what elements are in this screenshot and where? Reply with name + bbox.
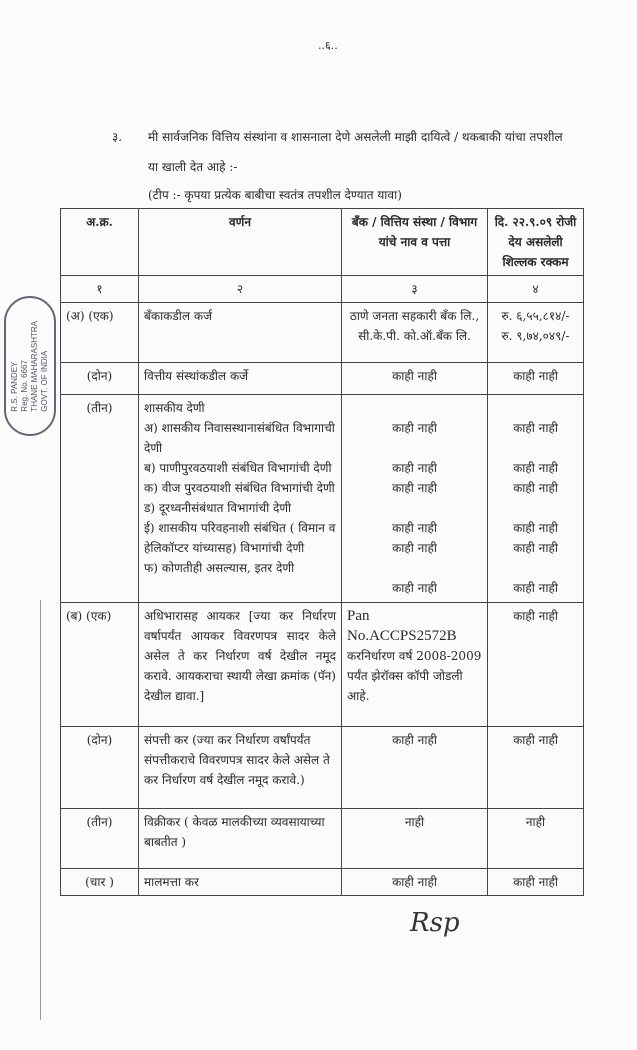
row-amount [488, 303, 584, 363]
subitem-amount: काही नाही [513, 481, 558, 495]
header-bank: बँक / वित्तिय संस्था / विभाग यांचे नाव व पत्ता [342, 209, 488, 276]
row-bank: काही नाही [342, 363, 488, 395]
row-bank [342, 303, 488, 363]
row-bank: काही नाही [342, 869, 488, 896]
page-number: ..६.. [318, 39, 338, 52]
subitem-desc: ब) पाणीपुरवठयाशी संबंधित विभागांची देणी [144, 461, 332, 475]
row-desc: वित्तीय संस्थांकडील कर्जे [139, 363, 342, 395]
signature: Rsp [410, 908, 460, 938]
bank-name: ठाणे जनता सहकारी बँक लि., [349, 309, 480, 323]
subitem-amount: काही नाही [513, 521, 558, 535]
row-desc-title: शासकीय देणी [144, 401, 205, 415]
row-amount [488, 395, 584, 603]
stamp-text: R.S. PANDEY [10, 361, 19, 412]
table-row [61, 809, 584, 869]
row-amount: काही नाही [488, 603, 584, 727]
row-amount: काही नाही [488, 363, 584, 395]
subitem-desc: ई) शासकीय परिवहनाशी संबंधित ( विमान व हेलिकॉप्टर यांच्यासह) विभागांची देणी [144, 521, 336, 555]
col-number: १ [61, 276, 139, 303]
column-number-row [61, 276, 584, 303]
row-sr: (तीन) [61, 809, 139, 869]
bank-name: सी.के.पी. को.ऑ.बँक लि. [358, 329, 471, 343]
row-bank: काही नाही [342, 727, 488, 809]
amount: रु. ९,७४,०४९/- [501, 329, 570, 343]
subitem-amount: काही नाही [513, 461, 558, 475]
amount: रु. ६,५५,८१४/- [501, 309, 570, 323]
row-sr: (अ) (एक) [61, 303, 139, 363]
table-row [61, 869, 584, 896]
subitem-desc: अ) शासकीय निवासस्थानासंबंधित विभागाची देणी [144, 421, 335, 455]
header-description: वर्णन [139, 209, 342, 276]
subitem-bank: काही नाही [392, 581, 437, 595]
subitem-desc: क) वीज पुरवठयाशी संबंधित विभागांची देणी [144, 481, 335, 495]
stamp-text: GOVT. OF INDIA [40, 350, 49, 412]
row-sr: (ब) (एक) [61, 603, 139, 727]
subitem-desc: ड) दूरध्वनीसंबंधात विभागांची देणी [144, 501, 292, 515]
pan-number: Pan No.ACCPS2572B [347, 608, 457, 644]
intro-note: (टीप :- कृपया प्रत्येक बाबीचा स्वतंत्र तपशील देण्यात यावा) [148, 188, 402, 202]
table-row [61, 303, 584, 363]
header-sr: अ.क्र. [61, 209, 139, 276]
row-desc: अधिभारासह आयकर [ज्या कर निर्धारण वर्षापर्यंत आयकर विवरणपत्र सादर केले असेल ते कर निर्धारण वर्ष देखील नमूद करावे. आयकराचा स्थायी लेखा क्रमांक (पॅन) देखील द्यावा.] [139, 603, 342, 727]
header-row [61, 209, 584, 276]
stamp-text: THANE MAHARASHTRA [30, 320, 39, 412]
subitem-bank: काही नाही [392, 461, 437, 475]
header-amount: दि. २२.९.०९ रोजी देय असलेली शिल्लक रक्कम [488, 209, 584, 276]
subitem-bank: काही नाही [392, 421, 437, 435]
col-number: ३ [342, 276, 488, 303]
col-number: ४ [488, 276, 584, 303]
subitem-amount: काही नाही [513, 421, 558, 435]
row-bank [342, 603, 488, 727]
col-number: २ [139, 276, 342, 303]
row-bank: नाही [342, 809, 488, 869]
subitem-bank: काही नाही [392, 521, 437, 535]
subitem-bank: काही नाही [392, 541, 437, 555]
row-desc: विक्रीकर ( केवळ मालकीच्या व्यवसायाच्या बाबतीत ) [139, 809, 342, 869]
table-row [61, 603, 584, 727]
table-row [61, 395, 584, 603]
row-desc: बँकाकडील कर्ज [139, 303, 342, 363]
row-amount: नाही [488, 809, 584, 869]
row-amount: काही नाही [488, 727, 584, 809]
row-sr: (दोन) [61, 727, 139, 809]
intro-line-2: या खाली देत आहे :- [148, 160, 238, 174]
notary-stamp [4, 296, 56, 436]
table-row [61, 363, 584, 395]
stamp-text-block [10, 321, 50, 412]
row-sr: (दोन) [61, 363, 139, 395]
subitem-bank: काही नाही [392, 481, 437, 495]
intro-line-1: मी सार्वजनिक वित्तिय संस्थांना व शासनाला देणे असलेली माझी दायित्वे / थकबाकी यांचा तपशील [148, 130, 563, 144]
section-number: ३. [112, 130, 123, 144]
row-desc [139, 395, 342, 603]
row-sr: (चार ) [61, 869, 139, 896]
margin-line [40, 600, 41, 1020]
subitem-amount: काही नाही [513, 581, 558, 595]
liabilities-table [60, 208, 584, 896]
row-desc: संपत्ती कर (ज्या कर निर्धारण वर्षांपर्यंत संपत्तीकराचे विवरणपत्र सादर केले असेल ते कर निर्धारण वर्ष देखील नमूद करावे.) [139, 727, 342, 809]
row-amount: काही नाही [488, 869, 584, 896]
stamp-text: Reg. No. 6667 [20, 359, 29, 412]
table-row [61, 727, 584, 809]
row-desc: मालमत्ता कर [139, 869, 342, 896]
row-bank [342, 395, 488, 603]
assessment-note: करनिर्धारण वर्ष 2008-2009 पर्यंत झेरॉक्स कॉपी जोडली आहे. [347, 649, 482, 703]
subitem-amount: काही नाही [513, 541, 558, 555]
subitem-desc: फ) कोणतीही असल्यास, इतर देणी [144, 561, 295, 575]
row-sr: (तीन) [61, 395, 139, 603]
